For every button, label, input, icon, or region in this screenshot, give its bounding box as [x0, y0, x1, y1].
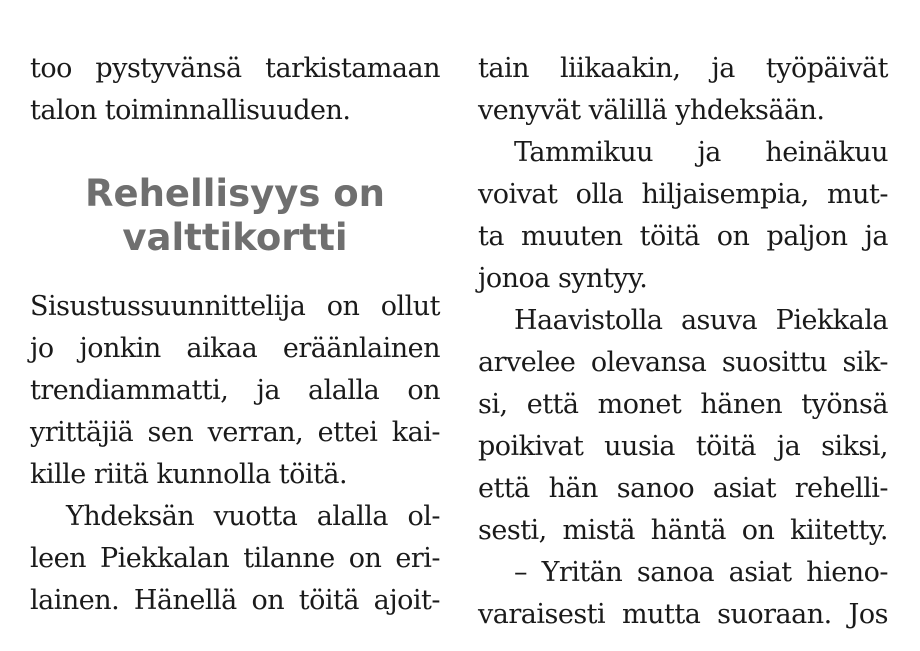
- text-line: sesti, mistä häntä on kiitetty.: [478, 515, 888, 546]
- text-line: leen Piekkalan tilanne on eri-: [30, 543, 440, 574]
- text-line: Haavistolla asuva Piekkala: [514, 305, 888, 336]
- text-line: too pystyvänsä tarkistamaan: [30, 53, 440, 84]
- text-line: yrittäjiä sen verran, ettei kai-: [30, 417, 440, 448]
- text-line: että hän sanoo asiat rehelli-: [478, 473, 888, 504]
- text-line: kille riitä kunnolla töitä.: [30, 459, 348, 490]
- text-line: talon toiminnallisuuden.: [30, 95, 351, 126]
- text-line: arvelee olevansa suosittu sik-: [478, 347, 888, 378]
- section-heading: valttikortti: [122, 216, 348, 259]
- text-line: trendiammatti, ja alalla on: [30, 375, 440, 406]
- text-line: – Yritän sanoa asiat hieno-: [514, 557, 888, 588]
- text-line: varaisesti mutta suoraan. Jos: [478, 599, 888, 630]
- text-line: Tammikuu ja heinäkuu: [514, 137, 888, 168]
- text-line: jonoa syntyy.: [478, 263, 648, 294]
- text-line: lainen. Hänellä on töitä ajoit-: [30, 585, 440, 616]
- text-line: si, että monet hänen työnsä: [478, 389, 888, 420]
- text-line: tain liikaakin, ja työpäivät: [478, 53, 888, 84]
- text-line: poikivat uusia töitä ja siksi,: [478, 431, 888, 462]
- text-line: jo jonkin aikaa eräänlainen: [30, 333, 440, 364]
- text-line: venyvät välillä yhdeksään.: [478, 95, 825, 126]
- text-line: Yhdeksän vuotta alalla ol-: [66, 501, 440, 532]
- section-heading: Rehellisyys on: [85, 172, 385, 215]
- text-line: voivat olla hiljaisempia, mut-: [478, 179, 888, 210]
- text-line: Sisustussuunnittelija on ollut: [30, 291, 440, 322]
- text-line: ta muuten töitä on paljon ja: [478, 221, 888, 252]
